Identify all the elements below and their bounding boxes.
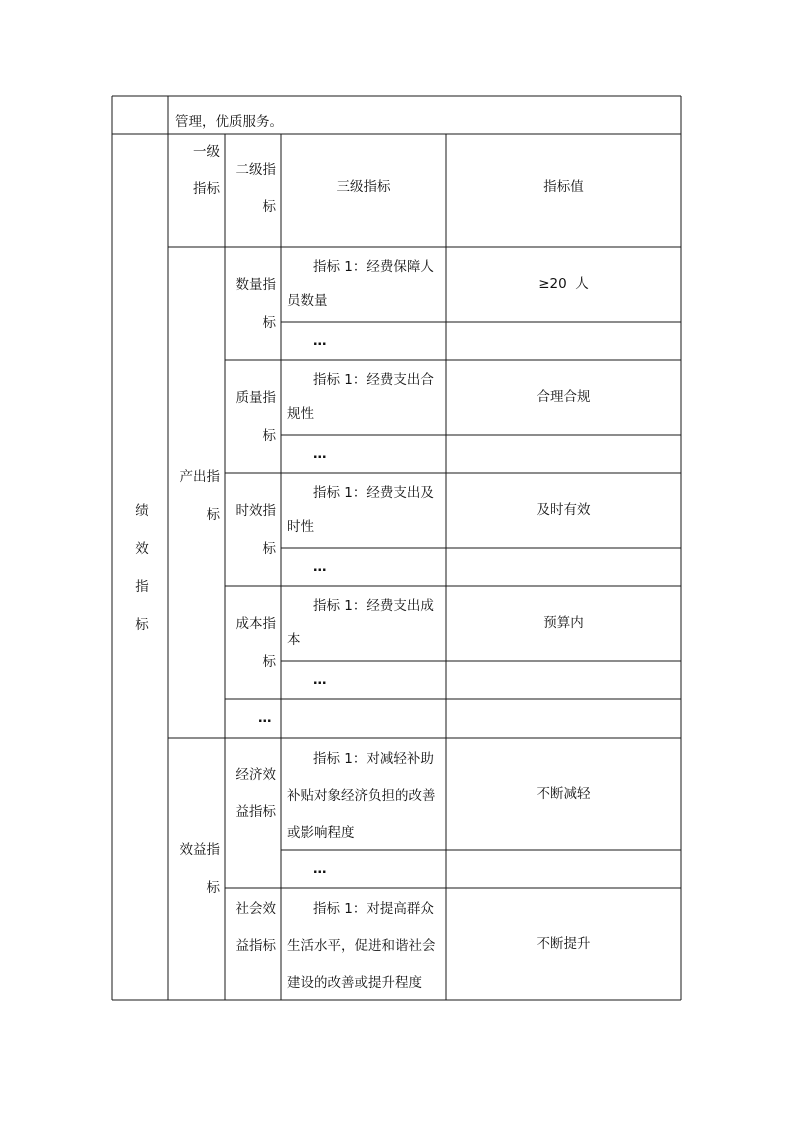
- quantity-indicator-text: 指标 1：经费保障人员数量: [287, 259, 434, 309]
- timeliness-indicator-label: 时效指标: [235, 503, 276, 557]
- intro-text: 管理，优质服务。: [175, 114, 283, 130]
- header-level2: 二级指标: [235, 162, 276, 215]
- economic-benefit-label: 经济效益指标: [235, 767, 276, 820]
- quality-indicator-text: 指标 1：经费支出合规性: [287, 372, 434, 422]
- output-more: …: [258, 710, 272, 726]
- timeliness-indicator-text: 指标 1：经费支出及时性: [287, 485, 434, 535]
- economic-benefit-text: 指标 1：对减轻补助补贴对象经济负担的改善或影响程度: [287, 751, 436, 841]
- perf-indicator-label: 绩效指标: [135, 503, 149, 633]
- social-benefit-text: 指标 1：对提高群众生活水平，促进和谐社会建设的改善或提升程度: [287, 901, 436, 991]
- quality-more: …: [313, 446, 327, 462]
- social-benefit-label: 社会效益指标: [235, 901, 276, 954]
- social-benefit-value: 不断提升: [536, 935, 591, 952]
- header-value: 指标值: [543, 179, 584, 196]
- header-level1: 一级指标: [193, 144, 220, 197]
- quantity-more: …: [313, 333, 327, 349]
- cost-indicator-value: 预算内: [543, 615, 584, 632]
- quality-indicator-label: 质量指标: [235, 390, 276, 444]
- header-level3: 三级指标: [336, 179, 391, 196]
- quality-indicator-value: 合理合规: [536, 389, 591, 406]
- cost-indicator-text: 指标 1：经费支出成本: [287, 598, 434, 648]
- timeliness-indicator-value: 及时有效: [536, 502, 591, 519]
- quantity-indicator-value: ≥20 人: [538, 276, 589, 293]
- economic-more: …: [313, 861, 327, 877]
- benefit-indicator-label: 效益指标: [179, 842, 220, 896]
- quantity-indicator-label: 数量指标: [235, 277, 276, 331]
- cost-more: …: [313, 672, 327, 688]
- timeliness-more: …: [313, 559, 327, 575]
- economic-benefit-value: 不断减轻: [536, 785, 591, 802]
- cost-indicator-label: 成本指标: [235, 616, 276, 670]
- output-indicator-label: 产出指标: [179, 469, 220, 523]
